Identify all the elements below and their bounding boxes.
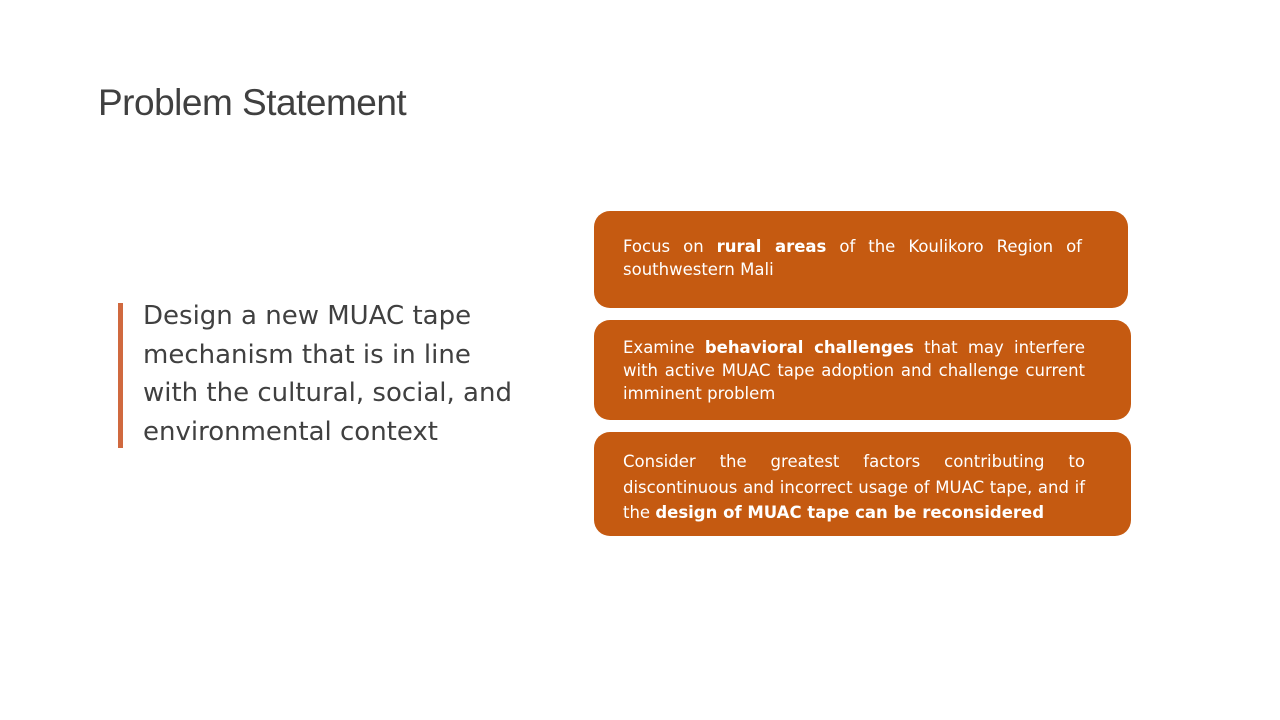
card-text-pre: Consider the greatest factors contributing to discontinuous and incorrect usage of MUAC tape, and if the (623, 452, 1085, 522)
card-text (623, 449, 1085, 526)
card-text-bold: design of MUAC tape can be reconsidered (655, 503, 1045, 522)
focus-card-design-reconsideration (594, 432, 1131, 536)
card-text-bold: behavioral challenges (704, 338, 914, 357)
card-text-post: of the Koulikoro Region of southwestern Mali (623, 237, 1082, 279)
card-text (623, 336, 1085, 405)
focus-card-rural-areas (594, 211, 1128, 308)
problem-statement-text: Design a new MUAC tape mechanism that is in line with the cultural, social, and environmental context (143, 301, 512, 447)
problem-statement-quote (118, 303, 528, 448)
focus-card-behavioral-challenges (594, 320, 1131, 420)
card-text (623, 235, 1082, 281)
card-text-post: that may interfere with active MUAC tape adoption and challenge current imminent problem (623, 338, 1085, 403)
card-text-pre: Focus on (623, 237, 717, 256)
card-text-pre: Examine (623, 338, 705, 357)
card-text-bold: rural areas (716, 237, 827, 256)
slide-title: Problem Statement (98, 82, 407, 123)
